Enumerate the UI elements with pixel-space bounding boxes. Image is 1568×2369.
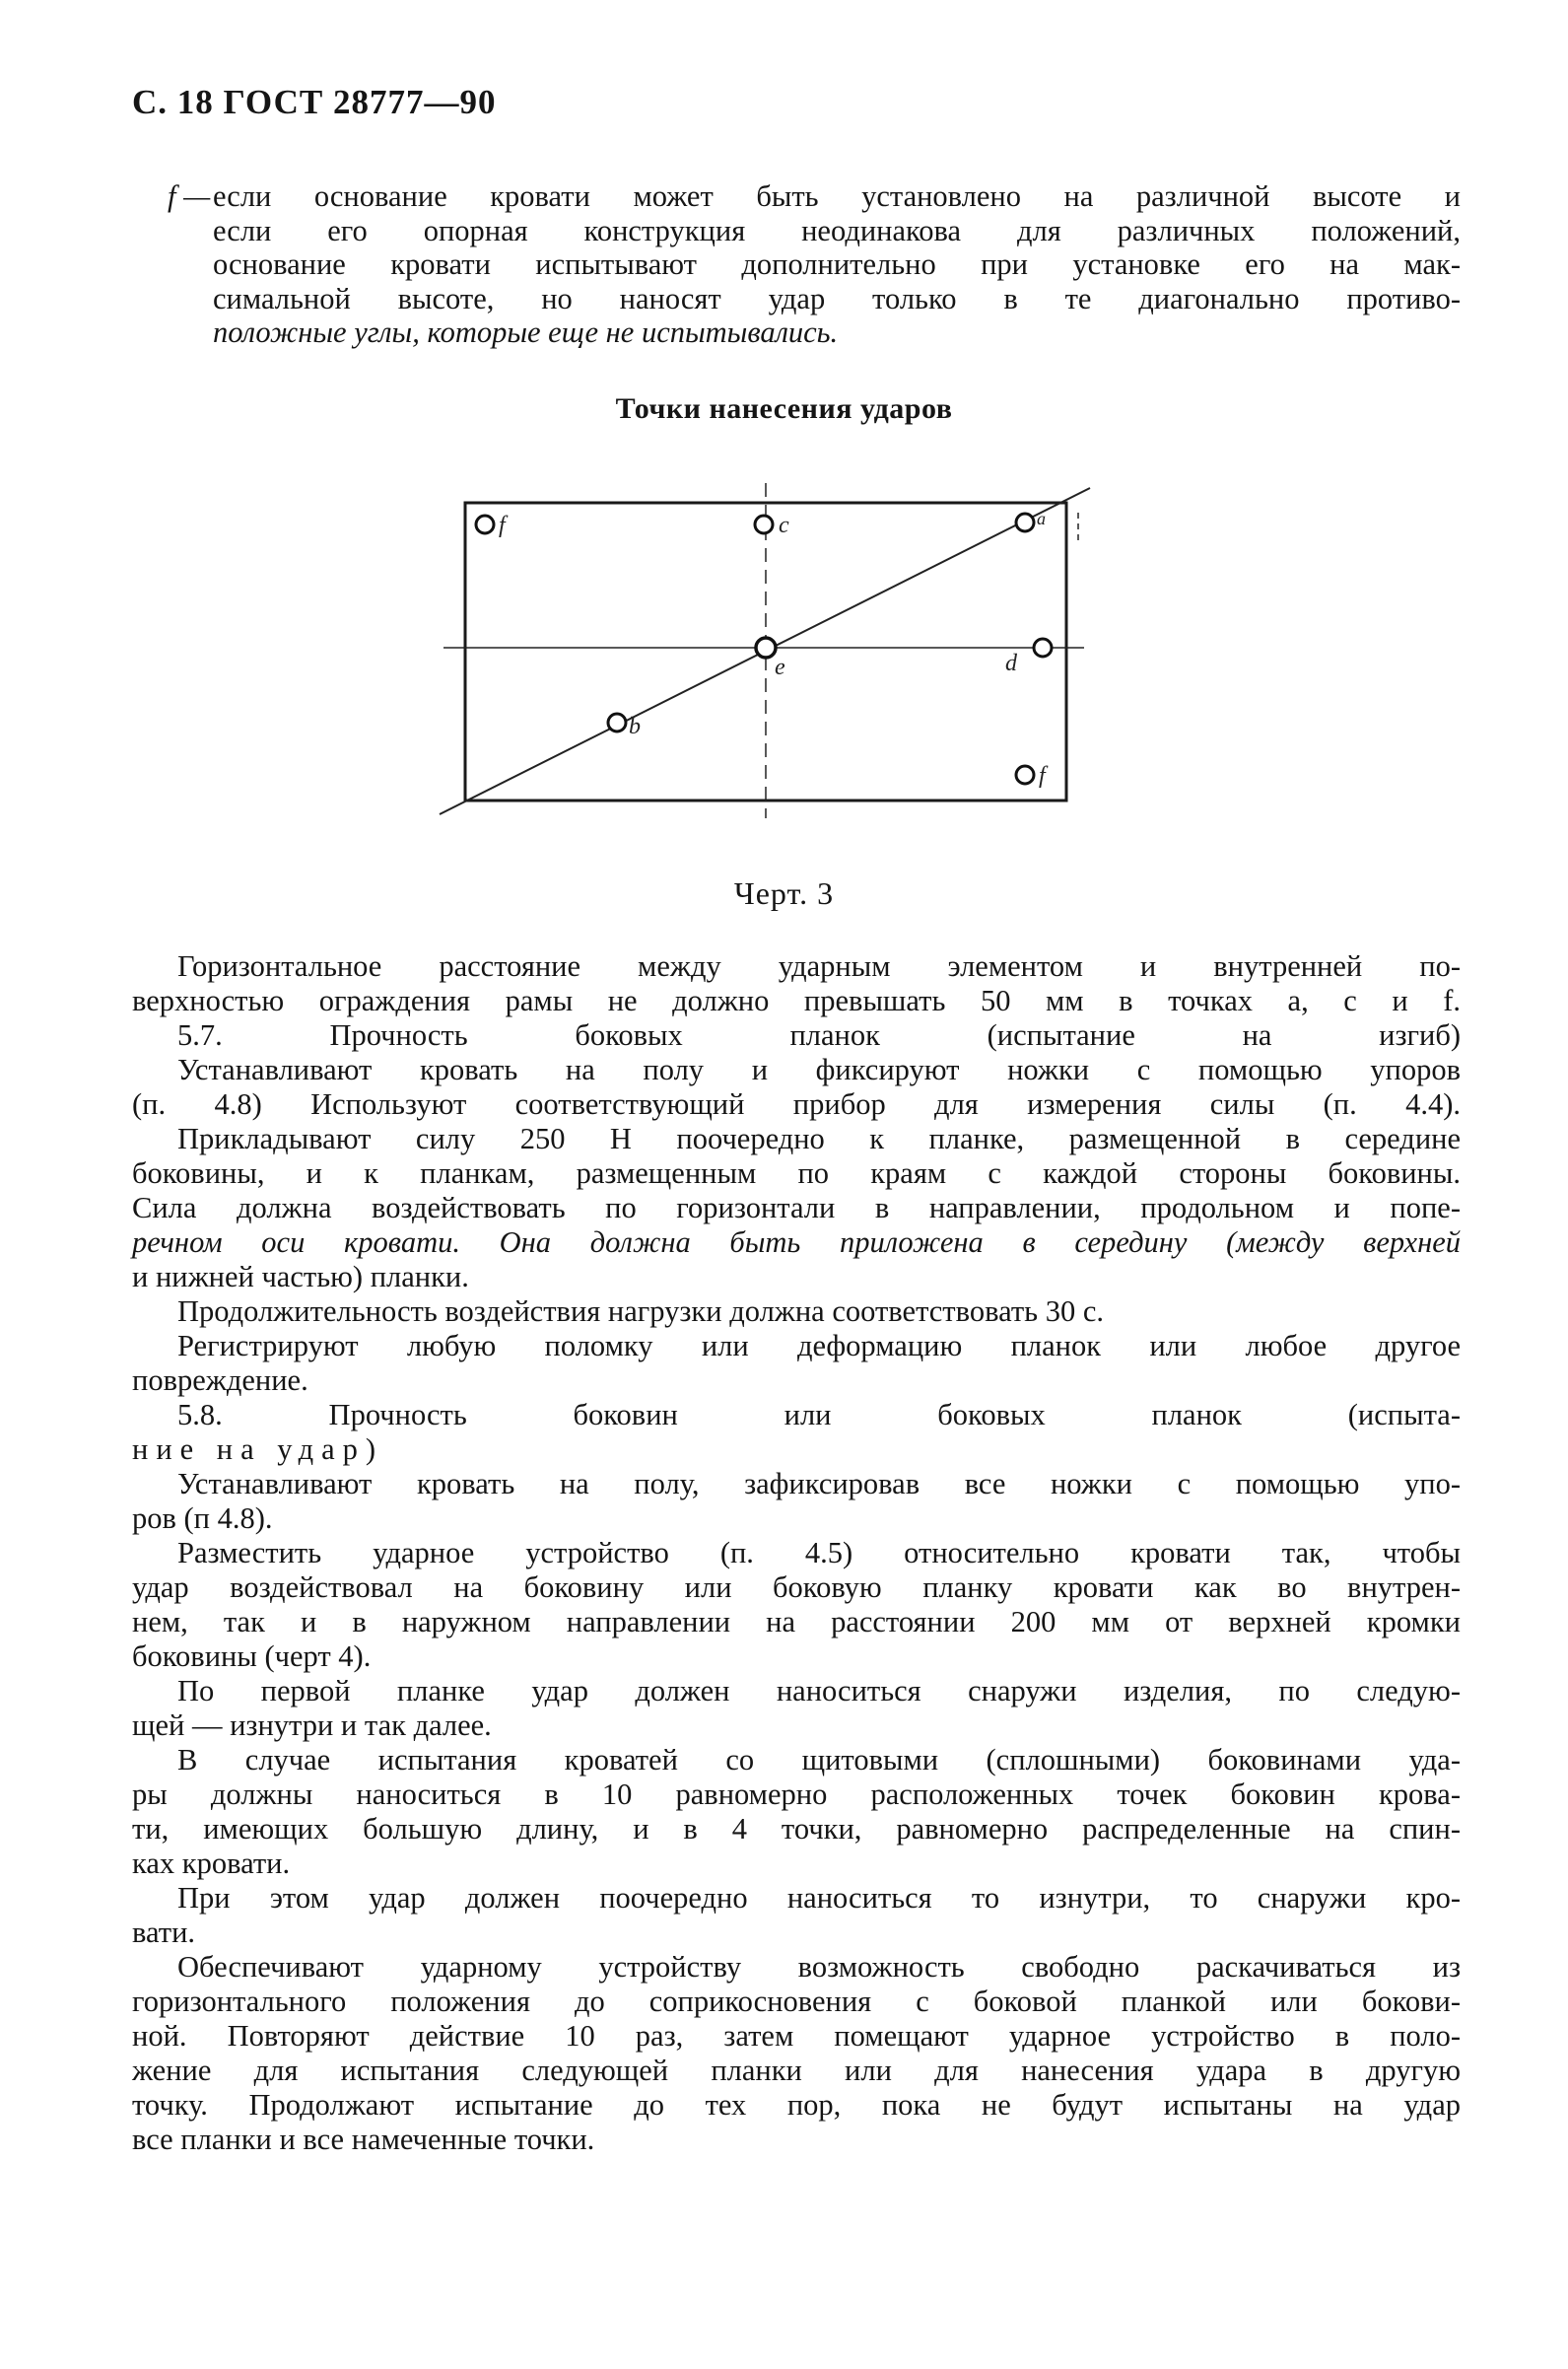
figure-caption: Черт. 3 xyxy=(733,875,835,911)
text-line: ках кровати. xyxy=(132,1846,291,1880)
text-line: основание кровати испытывают дополнительно при установке его на мак- xyxy=(213,247,1461,281)
label-b: b xyxy=(629,714,641,739)
text-line: ры должны наноситься в 10 равномерно расположенных точек боковин крова- xyxy=(132,1777,1461,1811)
section-58-heading-cont: ние на удар) xyxy=(132,1432,384,1466)
text-line: положные углы, которые еще не испытывались. xyxy=(213,315,839,349)
label-f-bottom: f xyxy=(1039,763,1046,789)
text-line: речном оси кровати. Она должна быть приложена в середину (между верхней xyxy=(132,1225,1461,1259)
label-f-top: f xyxy=(499,513,506,538)
text-line: Устанавливают кровать на полу, зафиксировав все ножки с помощью упо- xyxy=(177,1467,1461,1500)
text-line: Продолжительность воздействия нагрузки должна соответствовать 30 с. xyxy=(177,1294,1104,1328)
text-line: боковины (черт 4). xyxy=(132,1639,372,1673)
text-line: По первой планке удар должен наноситься снаружи изделия, по следую- xyxy=(177,1674,1461,1707)
point-c xyxy=(755,516,773,533)
text-line: (п. 4.8) Используют соответствующий прибор для измерения силы (п. 4.4). xyxy=(132,1087,1461,1121)
text-line: При этом удар должен поочередно наноситься то изнутри, то снаружи кро- xyxy=(177,1881,1461,1915)
text-line: ров (п 4.8). xyxy=(132,1501,273,1535)
text-line: нем, так и в наружном направлении на расстоянии 200 мм от верхней кромки xyxy=(132,1605,1461,1638)
point-d xyxy=(1034,639,1052,657)
text-line: Устанавливают кровать на полу и фиксируют ножки с помощью упоров xyxy=(177,1053,1461,1086)
point-b xyxy=(608,714,626,732)
label-c: c xyxy=(779,513,789,538)
text-line: Разместить ударное устройство (п. 4.5) относительно кровати так, чтобы xyxy=(177,1536,1461,1569)
page-header: С. 18 ГОСТ 28777—90 xyxy=(132,83,497,121)
impact-points-diagram xyxy=(424,473,1114,828)
text-line: ти, имеющих большую длину, и в 4 точки, равномерно распределенные на спин- xyxy=(132,1812,1461,1846)
label-a: a xyxy=(1037,509,1046,528)
text-line: жение для испытания следующей планки или для нанесения удара в другую xyxy=(132,2054,1461,2087)
text-line: точку. Продолжают испытание до тех пор, пока не будут испытаны на удар xyxy=(132,2088,1461,2122)
text-line: вати. xyxy=(132,1916,196,1949)
text-line: верхностью ограждения рамы не должно превышать 50 мм в точках a, c и f. xyxy=(132,984,1461,1017)
text-line: если основание кровати может быть установлено на различной высоте и xyxy=(213,179,1461,213)
body-text xyxy=(132,949,1461,2157)
text-line: симальной высоте, но наносят удар только в те диагонально противо- xyxy=(213,281,1461,315)
label-d: d xyxy=(1005,651,1017,676)
list-marker-f: f — xyxy=(168,179,211,213)
point-f-top xyxy=(476,516,494,533)
text-line: Сила должна воздействовать по горизонтали в направлении, продольном и попе- xyxy=(132,1191,1461,1224)
text-line: повреждение. xyxy=(132,1363,308,1397)
text-line: ной. Повторяют действие 10 раз, затем помещают ударное устройство в поло- xyxy=(132,2019,1461,2053)
section-57-heading: 5.7. Прочность боковых планок (испытание на изгиб) xyxy=(177,1018,1461,1052)
text-line: Горизонтальное расстояние между ударным элементом и внутренней по- xyxy=(177,949,1461,983)
text-line: боковины, и к планкам, размещенным по краям с каждой стороны боковины. xyxy=(132,1156,1461,1190)
text-line: если его опорная конструкция неодинакова для различных положений, xyxy=(213,213,1461,247)
list-item-f xyxy=(168,179,1461,350)
point-e xyxy=(756,638,776,658)
section-58-heading: 5.8. Прочность боковин или боковых планок (испыта- xyxy=(177,1398,1461,1431)
figure-title: Точки нанесения ударов xyxy=(615,392,953,425)
text-line: Регистрируют любую поломку или деформацию планок или любое другое xyxy=(177,1329,1461,1362)
text-line: щей — изнутри и так далее. xyxy=(132,1708,492,1742)
label-e: e xyxy=(775,655,785,680)
point-f-bottom xyxy=(1016,766,1034,784)
text-line: все планки и все намеченные точки. xyxy=(132,2123,595,2156)
text-line: горизонтального положения до соприкосновения с боковой планкой или бокови- xyxy=(132,1985,1461,2018)
text-line: Обеспечивают ударному устройству возможность свободно раскачиваться из xyxy=(177,1950,1461,1984)
text-line: Прикладывают силу 250 Н поочередно к планке, размещенной в середине xyxy=(177,1122,1461,1155)
text-line: и нижней частью) планки. xyxy=(132,1260,469,1293)
text-line: В случае испытания кроватей со щитовыми (сплошными) боковинами уда- xyxy=(177,1743,1461,1777)
point-a xyxy=(1016,514,1034,531)
text-line: удар воздействовал на боковину или боковую планку кровати как во внутрен- xyxy=(132,1570,1461,1604)
